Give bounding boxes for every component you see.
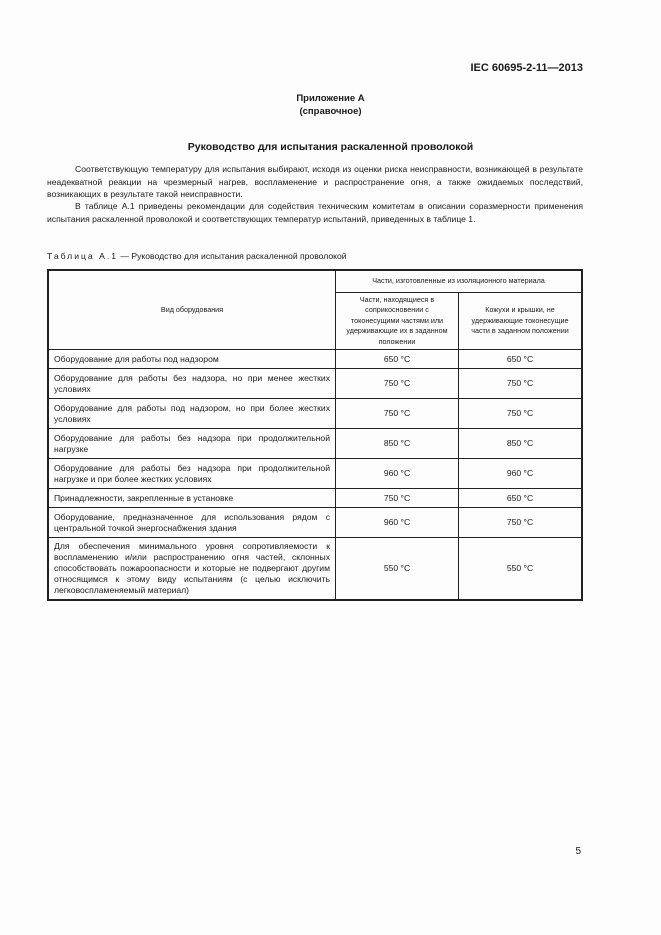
temp-cell-1: 750 °С: [336, 369, 459, 399]
temp-cell-2: 750 °С: [459, 399, 583, 429]
temp-cell-1: 750 °С: [336, 399, 459, 429]
table-row: [48, 350, 582, 369]
equipment-cell: Оборудование для работы без надзора, но при менее жестких условиях: [48, 369, 336, 399]
equipment-cell: Оборудование, предназначенное для использования рядом с центральной точкой энергоснабжения здания: [48, 508, 336, 538]
header-equipment: Вид оборудования: [48, 270, 336, 350]
table-caption-text: — Руководство для испытания раскаленной проволокой: [117, 251, 347, 261]
section-title: Руководство для испытания раскаленной проволокой: [187, 141, 474, 153]
annex-title: Приложение А: [296, 93, 365, 104]
temp-cell-2: 750 °С: [459, 508, 583, 538]
page-number: 5: [575, 846, 581, 857]
temp-cell-2: 550 °С: [459, 538, 583, 600]
equipment-cell: Оборудование для работы без надзора при продолжительной нагрузке: [48, 429, 336, 459]
glow-wire-table: [47, 269, 583, 601]
paragraph-2: В таблице А.1 приведены рекомендации для содействия техническим комитетам в описании соразмерности применения испытания раскаленной проволокой и соответствующих температур испытаний, приведенных в таблице 1.: [47, 201, 583, 224]
temp-cell-2: 850 °С: [459, 429, 583, 459]
equipment-cell: Для обеспечения минимального уровня сопротивляемости к воспламенению и/или распространению огня частей, склонных способствовать пожароопасности и которые не подвергают другим относящимся к этому виду испытаниям (с целью исключить легковоспламеняемый материал): [48, 538, 336, 600]
temp-cell-1: 960 °С: [336, 459, 459, 489]
temp-cell-1: 960 °С: [336, 508, 459, 538]
temp-cell-1: 750 °С: [336, 489, 459, 508]
table-row: [48, 508, 582, 538]
temp-cell-2: 650 °С: [459, 350, 583, 369]
table-caption-prefix: Таблица А.1: [47, 251, 118, 261]
table-row: [48, 459, 582, 489]
header-col2: Кожухи и крышки, не удерживающие токонесущие части в заданном положении: [459, 292, 583, 350]
temp-cell-2: 960 °С: [459, 459, 583, 489]
equipment-cell: Принадлежности, закрепленные в установке: [48, 489, 336, 508]
annex-subtitle: (справочное): [299, 106, 362, 117]
temp-cell-1: 550 °С: [336, 538, 459, 600]
table-row: [48, 399, 582, 429]
header-group: Части, изготовленные из изоляционного материала: [336, 270, 583, 292]
table-caption: [47, 251, 347, 261]
paragraph-1: Соответствующую температуру для испытания выбирают, исходя из оценки риска неисправности, возникающей в результате неадекватной реакции на чрезмерный нагрев, воспламенение и распространение огня, а также ожидаемых последствий, возникающих в результате такой неисправности.: [47, 164, 583, 200]
equipment-cell: Оборудование для работы под надзором: [48, 350, 336, 369]
temp-cell-2: 750 °С: [459, 369, 583, 399]
equipment-cell: Оборудование для работы под надзором, но при более жестких условиях: [48, 399, 336, 429]
header-col1: Части, находящиеся в соприкосновении с токонесущими частями или удерживающие их в заданном положении: [336, 292, 459, 350]
temp-cell-2: 650 °С: [459, 489, 583, 508]
table-row: [48, 489, 582, 508]
temp-cell-1: 650 °С: [336, 350, 459, 369]
standard-code: IEC 60695-2-11—2013: [470, 62, 583, 74]
table-row: [48, 369, 582, 399]
table-row: [48, 538, 582, 600]
table-row: [48, 429, 582, 459]
equipment-cell: Оборудование для работы без надзора при продолжительной нагрузке и при более жестких условиях: [48, 459, 336, 489]
annex-heading: [0, 92, 661, 118]
temp-cell-1: 850 °С: [336, 429, 459, 459]
